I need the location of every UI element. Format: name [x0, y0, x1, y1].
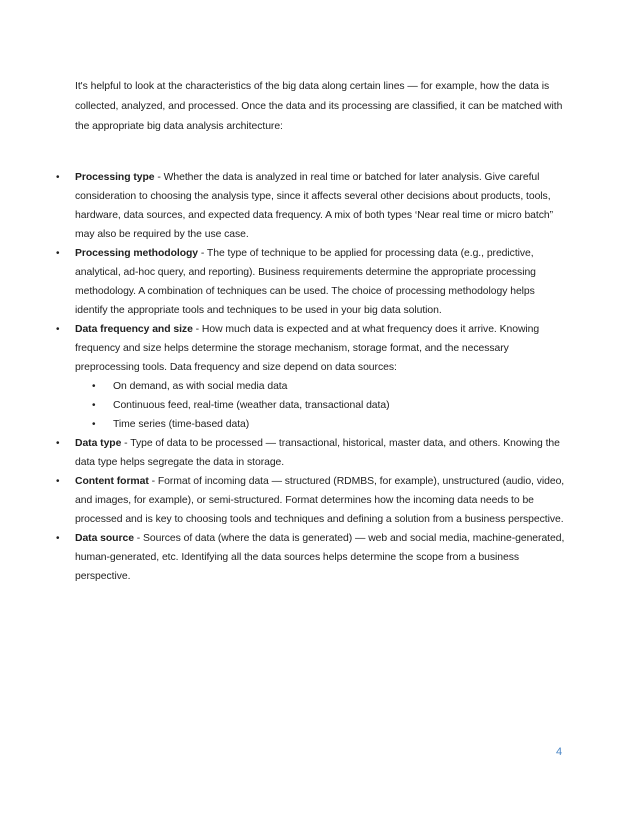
bullet-icon: •	[56, 533, 60, 544]
sublist-item	[75, 415, 567, 434]
list-item-data-source	[0, 529, 567, 586]
term-data-type: Data type	[75, 438, 122, 449]
bullet-icon: •	[56, 172, 60, 183]
description-data-source: - Sources of data (where the data is generated) — web and social media, machine-generated, human-generated, etc. Identifying all the data sources helps determine the scope from a business perspective.	[75, 533, 565, 582]
bullet-icon: •	[92, 419, 96, 430]
sublist-item-text: Time series (time-based data)	[113, 419, 250, 430]
page-number: 4	[556, 746, 563, 758]
bullet-icon: •	[92, 400, 96, 411]
sublist-item-text: On demand, as with social media data	[113, 381, 288, 392]
term-data-source: Data source	[75, 533, 134, 544]
term-processing-methodology: Processing methodology	[75, 248, 199, 259]
characteristics-list	[0, 168, 638, 586]
sublist-item-text: Continuous feed, real-time (weather data, transactional data)	[113, 400, 390, 411]
description-content-format: - Format of incoming data — structured (RDMBS, for example), unstructured (audio, video, and images, for example), or semi-structured. Format determines how the incoming data needs to be processed and is key to choosing tools and techniques and defining a solution from a business perspective.	[75, 476, 565, 525]
list-item-data-frequency-and-size	[0, 320, 567, 434]
bullet-icon: •	[56, 476, 60, 487]
description-processing-type: - Whether the data is analyzed in real time or batched for later analysis. Give careful consideration to choosing the analysis type, since it affects several other decisions about products, tools, hardware, data sources, and expected data frequency. A mix of both types ‘Near real time or micro batch” may also be required by the use case.	[75, 172, 554, 240]
list-item-content-format	[0, 472, 567, 529]
list-item-processing-type	[0, 168, 567, 244]
sublist-item	[75, 396, 567, 415]
bullet-icon: •	[56, 438, 60, 449]
list-item-data-type	[0, 434, 567, 472]
sublist-item	[75, 377, 567, 396]
term-content-format: Content format	[75, 476, 149, 487]
intro-paragraph: It's helpful to look at the characteristics of the big data along certain lines — for example, how the data is collected, analyzed, and processed. Once the data and its processing are classified, it can be matched with the appropriate big data analysis architecture:	[75, 81, 563, 132]
term-processing-type: Processing type	[75, 172, 155, 183]
list-item-processing-methodology	[0, 244, 567, 320]
description-data-type: - Type of data to be processed — transactional, historical, master data, and others. Knowing the data type helps segregate the data in storage.	[75, 438, 560, 468]
description-processing-methodology: - The type of technique to be applied for processing data (e.g., predictive, analytical, ad-hoc query, and reporting). Business requirements determine the appropriate processing methodology. A combination of techniques can be used. The choice of processing methodology helps identify the appropriate tools and techniques to be used in your big data solution.	[75, 248, 536, 316]
bullet-icon: •	[56, 248, 60, 259]
bullet-icon: •	[56, 324, 60, 335]
data-sources-sublist	[75, 377, 567, 434]
bullet-icon: •	[92, 381, 96, 392]
term-data-frequency-and-size: Data frequency and size	[75, 324, 193, 335]
description-data-frequency-and-size: - How much data is expected and at what frequency does it arrive. Knowing frequency and size helps determine the storage mechanism, storage format, and the necessary preprocessing tools. Data frequency and size depend on data sources:	[75, 324, 540, 373]
